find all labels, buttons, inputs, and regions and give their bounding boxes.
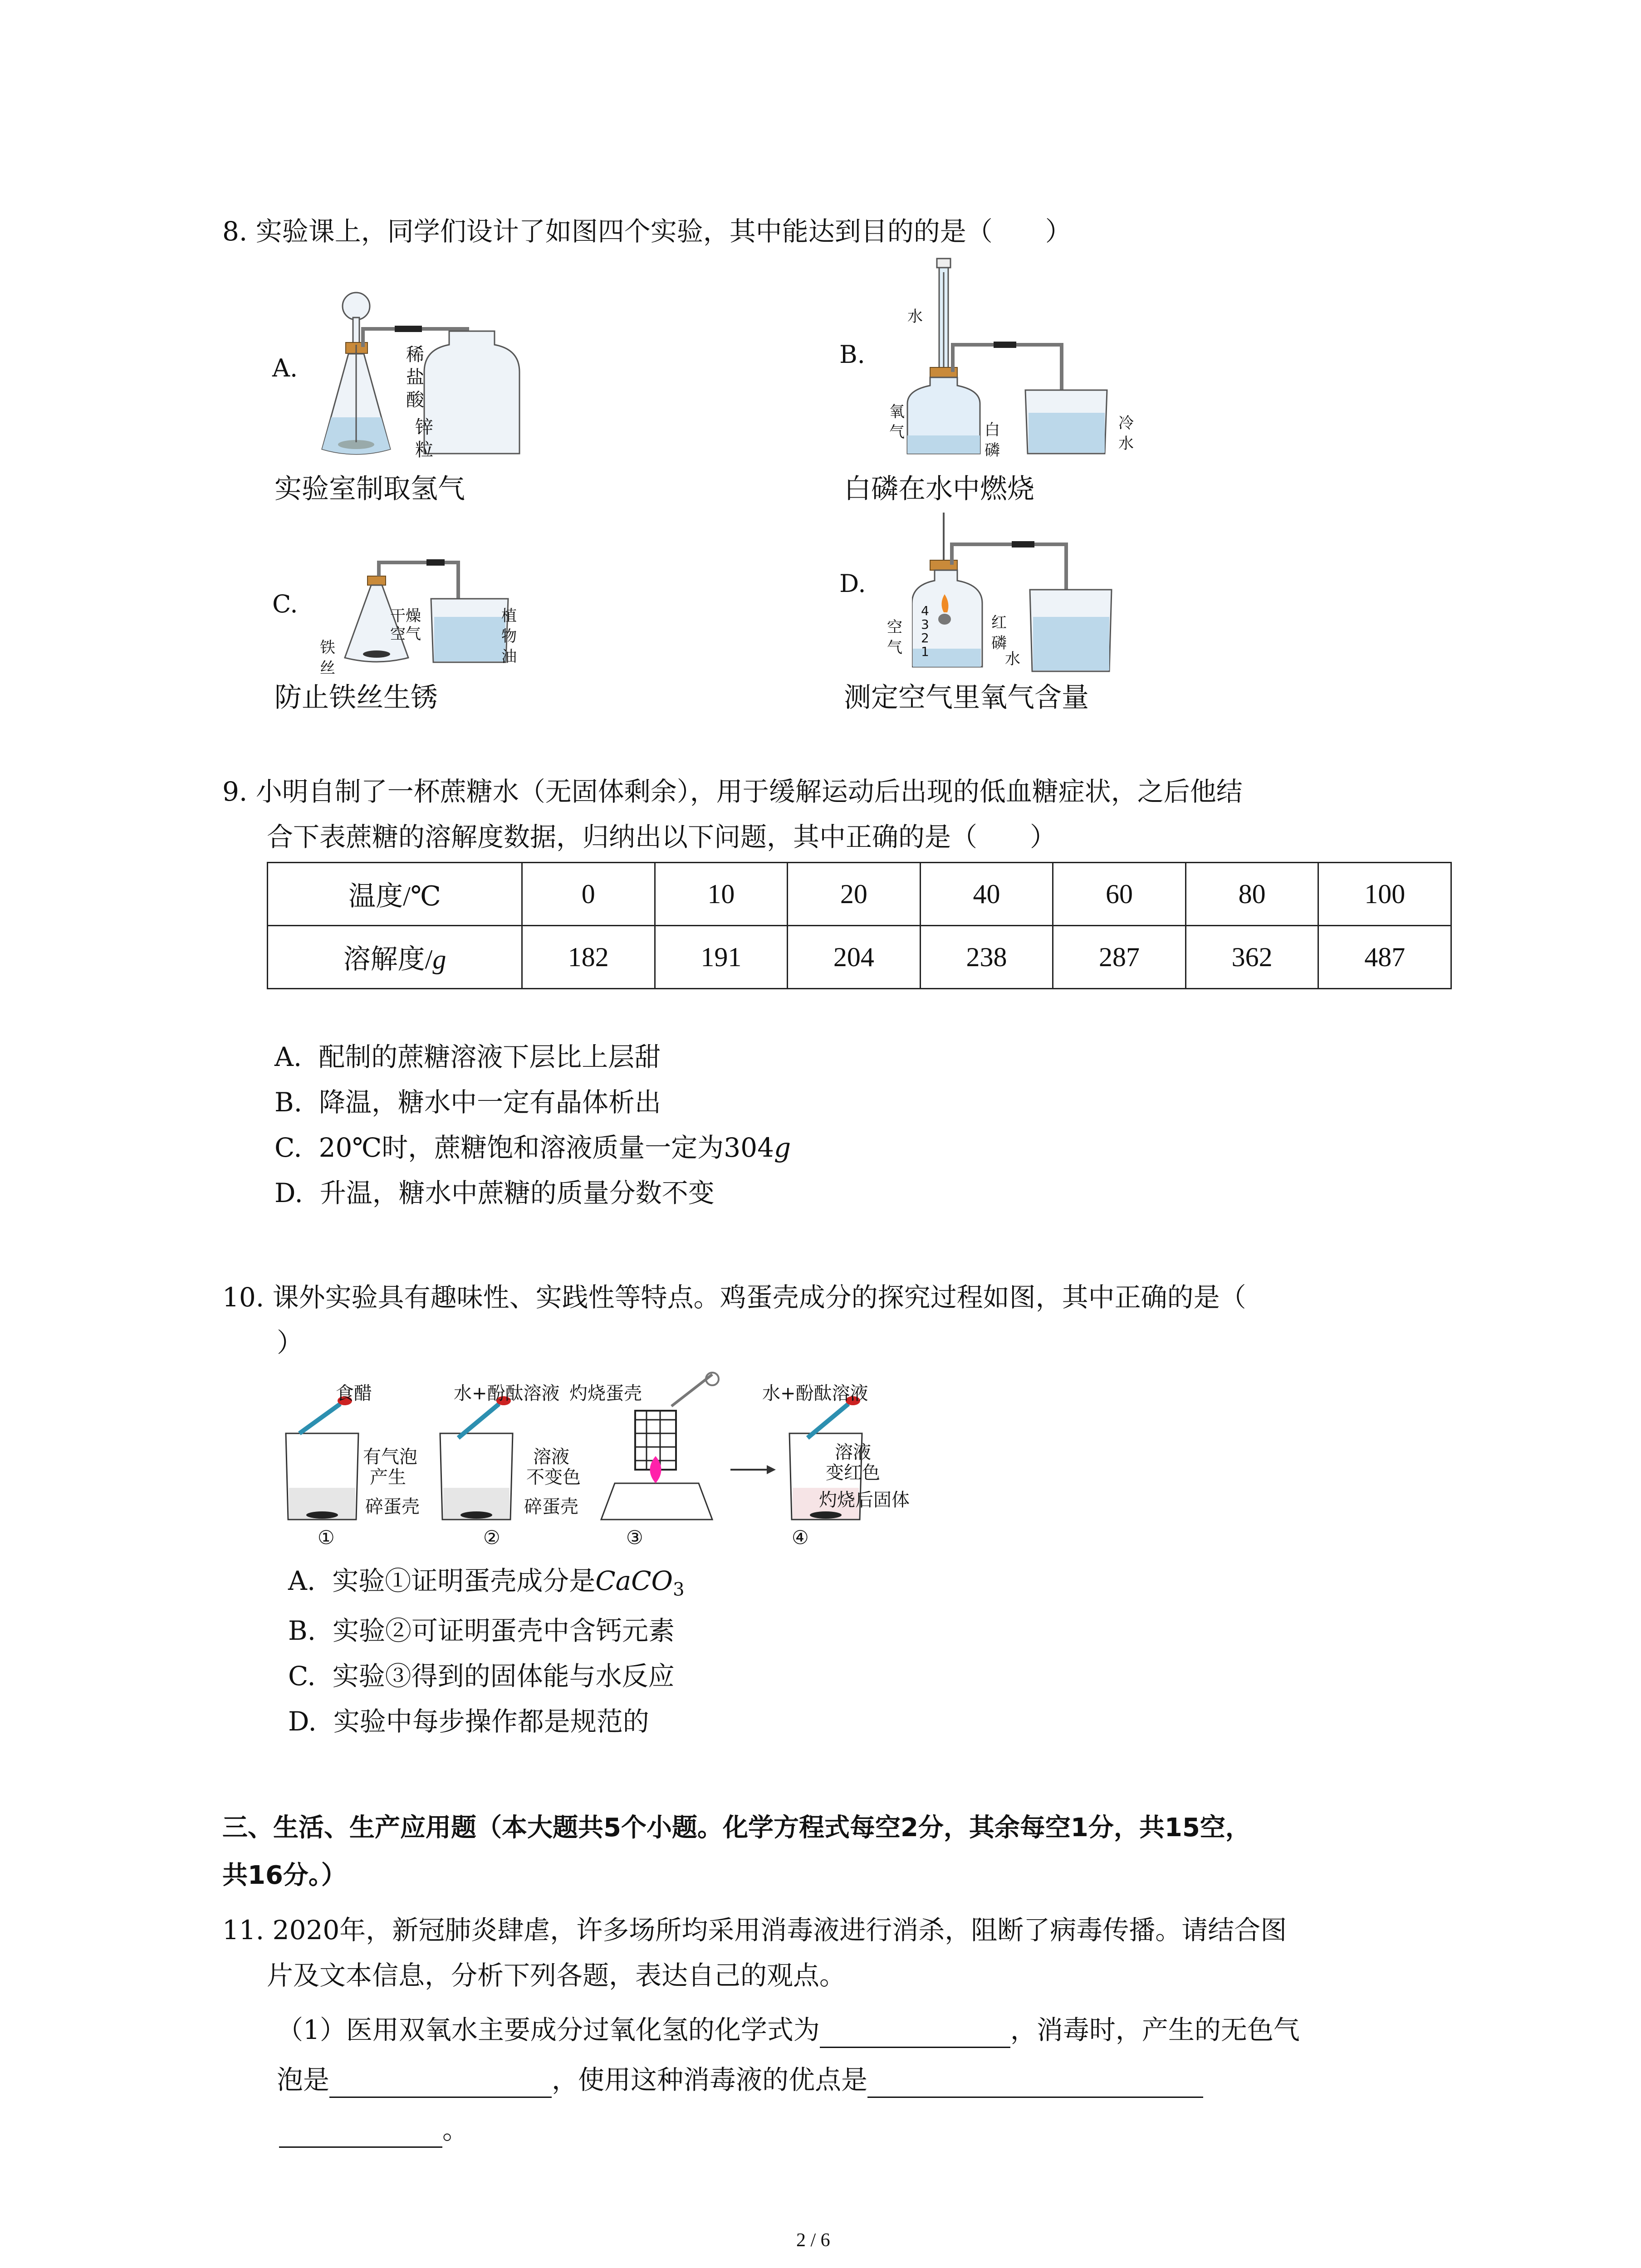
q8-b-oxygen-label-2: 气: [889, 423, 905, 441]
q11-sub1-text-a: （1）医用双氧水主要成分过氧化氢的化学式为: [277, 2014, 820, 2045]
q8-b-cold-water-label-2: 水: [1118, 435, 1134, 453]
q8-stem: 8. 实验课上，同学们设计了如图四个实验，其中能达到目的的是（ ）: [222, 216, 1072, 247]
table-cell: 100: [1318, 863, 1451, 926]
option-text: 配制的蔗糖溶液下层比上层甜: [318, 1041, 661, 1072]
q8-c-apparatus-figure: [327, 553, 522, 671]
q8-d-scale-1: 1: [921, 644, 929, 659]
table-cell: 10: [655, 863, 788, 926]
q9-stem-line2: 合下表蔗糖的溶解度数据，归纳出以下问题，其中正确的是（ ）: [267, 821, 1057, 852]
option-letter: D.: [274, 1178, 303, 1208]
q8-d-scale-3: 3: [921, 617, 929, 632]
q10-vinegar-label: 食醋: [336, 1383, 372, 1404]
page-number: 2 / 6: [796, 2230, 830, 2251]
q8-option-d-letter: D.: [839, 569, 866, 598]
option-text: 实验中每步操作都是规范的: [333, 1706, 649, 1737]
table-cell: 0: [522, 863, 655, 926]
q10-option-a: [288, 1563, 685, 1608]
q10-stem-line2: ）: [277, 1327, 304, 1358]
q8-c-dry-air-label-2: 空气: [390, 625, 421, 643]
q10-water-phenolphthalein-label-2: 水+酚酞溶液: [762, 1383, 868, 1404]
option-text: 实验①证明蛋壳成分是: [332, 1565, 596, 1596]
option-letter: C.: [274, 1132, 302, 1163]
option-text: 实验②可证明蛋壳中含钙元素: [332, 1615, 675, 1646]
q8-d-water-label: 水: [1005, 650, 1020, 668]
table-cell: 20: [788, 863, 921, 926]
q8-d-scale-4: 4: [921, 603, 929, 618]
q11-sub1-line2: [277, 2062, 1203, 2098]
answer-blank-formula[interactable]: [820, 2019, 1010, 2048]
q8-c-dry-air-label-1: 干燥: [390, 607, 421, 625]
q8-d-scale-2: 2: [921, 631, 929, 645]
option-text: 升温，糖水中蔗糖的质量分数不变: [319, 1178, 715, 1208]
q10-option-d: [288, 1703, 649, 1740]
option-text: 降温，糖水中一定有晶体析出: [318, 1087, 661, 1118]
table-header-temperature: 温度/℃: [268, 863, 522, 926]
q8-b-white-phosphorus-label-2: 磷: [985, 441, 1000, 459]
solubility-head-unit: g: [432, 944, 446, 974]
q8-c-oil-label-3: 油: [501, 648, 517, 666]
table-cell: 487: [1318, 926, 1451, 989]
q10-step-2: ②: [483, 1526, 500, 1549]
q11-sub1-line3: [279, 2112, 469, 2148]
q10-no-change-label-1: 溶液: [533, 1447, 569, 1467]
q8-b-caption: 白磷在水中燃烧: [844, 473, 1034, 505]
answer-blank-advantage[interactable]: [867, 2069, 1203, 2098]
table-cell: 204: [788, 926, 921, 989]
q10-step-3: ③: [626, 1526, 643, 1549]
q10-crushed-shell-label-2: 碎蛋壳: [524, 1496, 578, 1517]
q8-b-oxygen-label-1: 氧: [889, 403, 905, 421]
q11-sub1-text-d: ，使用这种消毒液的优点是: [552, 2064, 868, 2095]
table-cell: 182: [522, 926, 655, 989]
table-row: [268, 926, 1451, 989]
q9-option-b: [274, 1084, 661, 1120]
table-cell: 80: [1185, 863, 1318, 926]
option-letter: A.: [274, 1041, 302, 1072]
table-cell: 191: [655, 926, 788, 989]
q11-line2: 片及文本信息，分析下列各题，表达自己的观点。: [267, 1960, 846, 1991]
q8-c-iron-wire-label-2: 丝: [320, 659, 335, 677]
q8-a-label-5: 粒: [415, 440, 433, 460]
answer-blank-bubble-gas[interactable]: [329, 2069, 552, 2098]
q9-option-a: [274, 1039, 661, 1075]
option-letter: C.: [288, 1661, 316, 1691]
q8-c-iron-wire-label-1: 铁: [320, 639, 335, 657]
q8-c-oil-label-2: 物: [501, 627, 517, 645]
section3-heading-line1: 三、生活、生产应用题（本大题共5个小题。化学方程式每空2分，其余每空1分，共15空，: [222, 1813, 1251, 1843]
q8-a-label-3: 酸: [406, 390, 424, 411]
q10-step-1: ①: [318, 1526, 335, 1549]
q11-line1: 11. 2020年，新冠肺炎肆虐，许多场所均采用消毒液进行消杀，阻断了病毒传播。请结合图: [222, 1915, 1287, 1945]
q10-step-4: ④: [792, 1526, 809, 1549]
q11-sub1-text-b: ，消毒时，产生的无色气: [1010, 2014, 1300, 2045]
q11-sub1-text-c: 泡是: [277, 2064, 330, 2095]
table-row: [268, 863, 1451, 926]
q10-burned-residue-label: 灼烧后固体: [819, 1490, 910, 1510]
table-cell: 362: [1185, 926, 1318, 989]
q8-b-apparatus-figure: [903, 254, 1121, 463]
answer-blank-advantage-cont[interactable]: [279, 2119, 442, 2148]
table-cell: 40: [920, 863, 1053, 926]
table-cell: 238: [920, 926, 1053, 989]
option-text: 实验③得到的固体能与水反应: [332, 1661, 675, 1691]
q8-c-oil-label-1: 植: [501, 607, 517, 625]
q10-no-change-label-2: 不变色: [526, 1467, 581, 1488]
q8-a-caption: 实验室制取氢气: [274, 473, 465, 505]
option-letter: A.: [288, 1565, 316, 1596]
option-text: 20℃时，蔗糖饱和溶液质量一定为304: [318, 1132, 774, 1163]
option-formula: CaCO: [595, 1565, 673, 1596]
table-cell: 287: [1053, 926, 1186, 989]
q8-b-cold-water-label-1: 冷: [1118, 414, 1134, 432]
q10-bubbles-label-2: 产生: [370, 1467, 406, 1488]
option-formula-sub: 3: [673, 1579, 685, 1600]
option-letter: B.: [288, 1615, 316, 1646]
q9-option-d: [274, 1175, 715, 1211]
q11-sub1-line1: [277, 2012, 1300, 2048]
q10-water-phenolphthalein-label-1: 水+酚酞溶液: [454, 1383, 560, 1404]
q8-a-label-1: 稀: [406, 344, 424, 365]
q8-b-white-phosphorus-label-1: 白: [985, 421, 1000, 439]
q10-turns-red-label-1: 溶液: [835, 1442, 871, 1463]
q8-a-label-4: 锌: [415, 417, 433, 438]
q10-stem-line1: 10. 课外实验具有趣味性、实践性等特点。鸡蛋壳成分的探究过程如图，其中正确的是（: [222, 1282, 1246, 1313]
q11-sub1-end: 。: [442, 2114, 469, 2145]
q8-d-caption: 测定空气里氧气含量: [844, 682, 1089, 714]
q9-option-c: [274, 1129, 791, 1166]
table-cell: 60: [1053, 863, 1186, 926]
q10-turns-red-label-2: 变红色: [826, 1462, 880, 1483]
q8-a-label-2: 盐: [406, 367, 424, 388]
q8-option-b-letter: B.: [839, 340, 865, 369]
q8-c-caption: 防止铁丝生锈: [274, 682, 438, 714]
q10-bubbles-label-1: 有气泡: [363, 1447, 417, 1467]
q8-d-air-label-1: 空: [887, 618, 902, 636]
q10-crushed-shell-label-1: 碎蛋壳: [365, 1496, 420, 1517]
q10-burn-shell-label: 灼烧蛋壳: [569, 1383, 642, 1404]
q8-b-water-label: 水: [907, 308, 923, 326]
q8-d-red-phosphorus-label-2: 磷: [991, 634, 1007, 652]
q10-option-c: [288, 1658, 675, 1694]
q9-solubility-table: [267, 862, 1452, 989]
option-unit: g: [774, 1132, 791, 1163]
option-letter: B.: [274, 1087, 303, 1118]
solubility-head-text: 溶解度/: [343, 944, 433, 974]
q8-option-a-letter: A.: [272, 354, 298, 382]
q8-d-air-label-2: 气: [887, 639, 902, 657]
q8-option-c-letter: C.: [272, 590, 298, 618]
option-letter: D.: [288, 1706, 317, 1737]
q8-d-red-phosphorus-label-1: 红: [991, 614, 1007, 632]
table-header-solubility: [268, 926, 522, 989]
q10-option-b: [288, 1613, 675, 1649]
section3-heading-line2: 共16分。）: [222, 1861, 347, 1890]
q9-stem-line1: 9. 小明自制了一杯蔗糖水（无固体剩余），用于缓解运动后出现的低血糖症状，之后他结: [222, 776, 1243, 807]
